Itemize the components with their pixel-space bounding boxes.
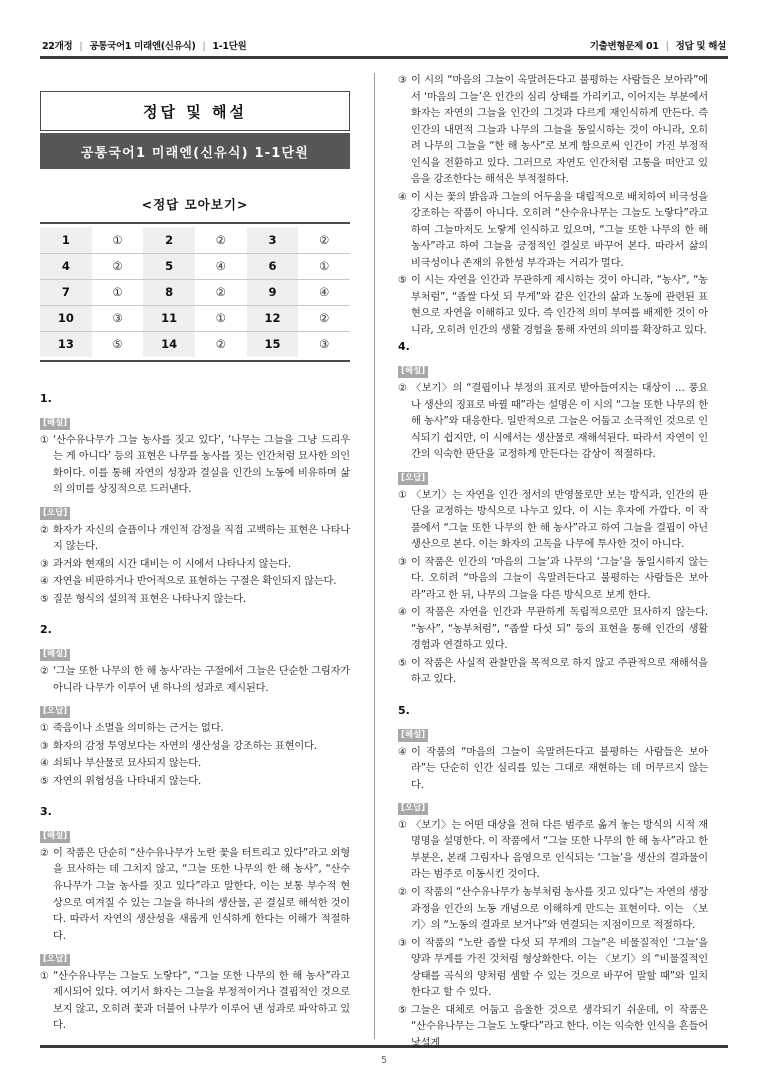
choice-text: 화자가 자신의 슬픔이나 개인적 감정을 직접 고백하는 표현은 나타나지 않는다. [53,524,350,553]
running-head-left-part-0: 22개정 [42,41,73,52]
choice-marker: ③ [398,75,407,86]
choice-line [40,756,350,773]
choice-marker: ④ [398,746,407,758]
choice-marker: ② [398,887,407,898]
choice-line [40,592,350,609]
explanation-item [398,704,708,1052]
answer-question-number: 12 [247,305,299,331]
answer-value: ④ [298,279,350,305]
answer-question-number: 7 [40,279,92,305]
choice-line [398,745,708,795]
column-divider [364,73,384,1039]
answer-value: ② [195,279,247,305]
running-head [40,38,728,56]
choice-marker: ② [40,524,49,536]
answer-value: ① [92,279,144,305]
explanation-badge: [해설] [40,831,70,843]
wrong-answer-badge: [오답] [398,472,428,484]
answer-value: ④ [195,253,247,279]
answer-question-number: 5 [143,253,195,279]
right-column-items [398,340,708,1052]
choice-marker: ② [398,383,407,395]
choice-marker: ④ [398,607,407,619]
choice-text: 화자의 감정 투영보다는 자연의 생산성을 강조하는 표현이다. [53,740,317,752]
item-number: 2. [40,623,52,637]
running-head-separator: | [79,41,83,52]
choice-text: 이 작품의 “노란 좁쌀 다섯 되 무게의 그늘”은 비물질적인 ‘그늘’을 양과 무게를 가진 것처럼 형상화한다. 이는 〈보기〉의 “비물질적인 상태를 곡식의 양처럼 셈할 수 있는 것으로 바꾸어 말할 때”와 일치한다고 할 수 있다. [411,937,708,999]
answer-value: ① [298,253,350,279]
item-number: 5. [398,703,410,717]
choice-marker: ④ [40,576,49,588]
answer-question-number: 15 [247,331,299,357]
choice-line [40,969,350,1035]
choice-text: “산수유나무는 그늘도 노랗다”, “그늘 또한 나무의 한 해 농사”라고 제시되어 있다. 여기서 화자는 그늘을 부정적이거나 결핍적인 것으로 보지 않고, 오히려 꽃과 더불어 나무가 이루어 낸 성과로 파악하고 있다. [53,970,350,1032]
explanation-badge: [해설] [40,418,70,430]
page-subtitle: 공통국어1 미래엔(신유식) 1-1단원 [40,133,350,169]
choice-marker: ③ [398,556,407,568]
wrong-answer-badge: [오답] [40,507,70,519]
choice-marker: ⑤ [398,657,407,669]
choice-line [398,1003,708,1053]
item-number: 1. [40,392,52,405]
choice-text: 자연을 비판하거나 반어적으로 표현하는 구절은 확인되지 않는다. [53,576,337,588]
answer-table-row [40,227,350,253]
choice-marker: ① [398,489,407,501]
answer-value: ③ [92,305,144,331]
title-block [40,91,350,169]
choice-text: 〈보기〉의 “결핍이나 부정의 표지로 받아들여지는 대상이 … 풍요나 생산의 징표로 바뀔 때”라는 설명은 이 시의 “그늘 또한 나무의 한 해 농사”와 대응한다. 일반적으로 그늘은 어둡고 소극적인 것으로 인식되기 쉽지만, 이 시에서는 생산물로 재해석된다. 따라서 자연이 인간의 익숙한 판단을 교정하게 만든다는 감상이 적절하다. [411,383,708,461]
answer-question-number: 11 [143,305,195,331]
choice-text: 이 시는 꽃의 밝음과 그늘의 어두움을 대립적으로 배치하여 비극성을 강조하는 작품이 아니다. 오히려 “산수유나무는 그늘도 노랗다”라고 하여 그늘마저도 노랗게 인식하고 있으며, “그늘 또한 나무의 한 해 농사”라고 하여 그늘을 긍정적인 결실로 바꾸어 본다. 따라서 삶의 비극성이나 존재의 유한성 부각과는 거리가 멀다. [411,191,708,269]
answer-table-row [40,279,350,305]
explanation-item [40,623,350,790]
page-title: 정답 및 해설 [40,91,350,131]
choice-line [398,605,708,655]
answer-value: ② [195,331,247,357]
choice-marker: ① [40,434,49,446]
wrong-answer-badge: [오답] [40,954,70,966]
running-head-right-part-1: 정답 및 해설 [675,41,726,52]
choice-text: 〈보기〉는 자연을 인간 정서의 반영물로만 보는 방식과, 인간의 판단을 교정하는 방식으로 나누고 있다. 이 시는 후자에 가깝다. 이 작품에서 “그늘 또한 나무의 한 해 농사”라고 하여 그늘을 결핍이 아닌 생산으로 본다. 이는 화자의 고독을 나무에 투사한 것이 아니다. [411,489,708,551]
choice-text: 과거와 현재의 시간 대비는 이 시에서 나타나지 않는다. [53,558,291,570]
choice-text: 이 시의 “마음의 그늘이 옥말려든다고 불평하는 사람들은 보아라”에서 ‘마음의 그늘’은 인간의 심리 상태를 가리키고, 이어지는 부분에서 화자는 자연의 그늘을 인간의 그것과 다르게 재인식하게 만든다. 즉 인간의 내면적 그늘과 나무의 그늘을 동일시하는 것이 아니라, 오히려 나무의 그늘을 “한 해 농사”로 보게 함으로써 인간이 가진 부정적 인식을 전환하고 있다. 그러므로 자연도 인간처럼 고통을 떠안고 있음을 강조한다는 해석은 부적절하다. [411,75,708,186]
choice-line [40,664,350,697]
choice-marker: ③ [40,740,49,752]
answer-value: ① [92,227,144,253]
choice-text: 자연의 위협성을 나타내지 않는다. [53,775,202,787]
answer-question-number: 14 [143,331,195,357]
answer-table-heading: <정답 모아보기> [141,197,249,212]
answer-table [40,227,350,357]
explanation-badge: [해설] [398,729,428,741]
left-column-items [40,392,350,1035]
wrong-answer-badge: [오답] [40,706,70,718]
item-number: 4. [398,340,410,354]
choice-text: 그늘은 대체로 어둡고 음울한 것으로 생각되기 쉬운데, 이 작품은 “산수유나무는 그늘도 노랗다”라고 한다. 이는 익숙한 인식을 흔들어 낯설게 [411,1004,708,1049]
choice-line [398,273,708,339]
answer-value: ⑤ [92,331,144,357]
answer-question-number: 1 [40,227,92,253]
running-head-rule [40,56,728,59]
choice-marker: ⑤ [40,593,49,605]
item-number: 3. [40,805,52,819]
choice-text: 이 작품은 자연을 인간과 무관하게 독립적으로만 묘사하지 않는다. “농사”, “농부처럼”, “좁쌀 다섯 되” 등의 표현을 통해 인간의 생활 경험과 연결하고 있다. [411,607,708,652]
choice-marker: ③ [398,937,407,949]
choice-line [40,846,350,945]
page-number: 5 [380,1055,388,1066]
right-column [384,73,708,1049]
right-column-continuation [398,73,708,339]
choice-text: 이 작품은 사실적 관찰만을 목적으로 하지 않고 주관적으로 재해석을 하고 있다. [411,657,708,686]
answer-table-body [40,227,350,357]
running-head-left-part-1: 공통국어1 미래엔(신유식) [89,41,196,52]
choice-text: 쇠퇴나 부산물로 묘사되지 않는다. [53,758,202,770]
answer-question-number: 6 [247,253,299,279]
answer-table-row [40,253,350,279]
left-column [40,73,364,1039]
choice-text: 이 작품은 단순히 “산수유나무가 노란 꽃을 터트리고 있다”라고 외형을 묘사하는 데 그치지 않고, “그늘 또한 나무의 한 해 농사”, “산수유나무가 그늘 농사를 짓고 있다”라고 말한다. 이는 보통 부수적 현상으로 여겨질 수 있는 그늘을 하나의 생산물, 곧 결실로 해석한 것이다. 따라서 자연의 생산성을 새롭게 인식하게 한다는 이해가 적절하다. [53,847,350,942]
running-head-separator: | [202,41,206,52]
answer-value: ② [298,227,350,253]
choice-text: 질문 형식의 설의적 표현은 나타나지 않는다. [53,593,246,605]
explanation-item [398,340,708,688]
choice-marker: ⑤ [398,275,407,287]
choice-line [398,885,708,935]
answer-question-number: 4 [40,253,92,279]
explanation-badge: [해설] [398,366,428,378]
explanation-item [40,392,350,608]
choice-marker: ⑤ [398,1004,407,1016]
choice-marker: ② [40,847,49,859]
choice-line [40,523,350,556]
choice-text: 이 작품의 “산수유나무가 농부처럼 농사를 짓고 있다”는 자연의 생장 과정을 인간의 노동 개념으로 이해하게 만드는 표현이다. 이는 〈보기〉의 “노동의 결과로 보거나”와 연결되는 지점이므로 적절하다. [411,887,708,932]
answer-question-number: 10 [40,305,92,331]
choice-line [40,739,350,756]
answer-question-number: 13 [40,331,92,357]
choice-line [40,433,350,499]
answer-value: ② [298,305,350,331]
choice-marker: ① [398,819,407,831]
choice-text: ‘그늘 또한 나무의 한 해 농사’라는 구절에서 그늘은 단순한 그림자가 아니라 나무가 이루어 낸 하나의 성과로 제시된다. [53,666,350,694]
choice-text: 이 작품의 “마음의 그늘이 옥말려든다고 불평하는 사람들은 보아라”는 단순히 인간 심리를 있는 그대로 재현하는 데 머무르지 않는다. [411,746,708,791]
answer-question-number: 9 [247,279,299,305]
running-head-left [42,38,246,52]
answer-table-wrap [40,222,350,362]
choice-marker: ⑤ [40,775,49,787]
choice-marker: ② [40,666,49,678]
answer-value: ② [92,253,144,279]
choice-marker: ① [40,723,49,735]
choice-line [40,774,350,791]
two-column-body [40,73,728,1049]
choice-line [40,574,350,591]
choice-marker: ④ [40,758,49,770]
answer-value: ② [195,227,247,253]
answer-value: ① [195,305,247,331]
choice-line [398,818,708,884]
explanation-item [40,805,350,1035]
choice-marker: ① [40,970,49,982]
choice-text: 이 시는 자연을 인간과 무관하게 제시하는 것이 아니라, “농사”, “농부처럼”, “좁쌀 다섯 되 무게”와 같은 인간의 삶과 노동에 관련된 표현으로 자연을 이해하고 있다. 즉 인간적 의미 부여를 배제한 것이 아니라, 오히려 인간의 생활 경험을 통해 자연의 의미를 확장하고 있다. [411,275,708,336]
choice-text: 죽음이나 소멸을 의미하는 근거는 없다. [53,723,224,735]
choice-marker: ④ [398,191,407,203]
choice-line [398,936,708,1002]
explanation-badge: [해설] [40,649,70,661]
running-head-left-part-2: 1-1단원 [212,41,247,52]
running-head-separator: | [665,41,669,52]
choice-text: 이 작품은 인간의 ‘마음의 그늘’과 나무의 ‘그늘’을 동일시하지 않는다. 오히려 “마음의 그늘이 옥말려든다고 불평하는 사람들은 보아라”라고 한 뒤, 나무의 그늘을 다른 방식으로 보게 한다. [411,556,708,601]
choice-line [398,555,708,605]
answer-table-row [40,331,350,357]
choice-line [398,488,708,554]
answer-question-number: 2 [143,227,195,253]
choice-line [398,190,708,273]
answer-question-number: 3 [247,227,299,253]
answer-question-number: 8 [143,279,195,305]
choice-line [40,557,350,574]
answer-value: ③ [298,331,350,357]
wrong-answer-badge: [오답] [398,803,428,815]
running-head-right [590,38,726,52]
choice-line [40,721,350,738]
choice-line [398,73,708,189]
choice-line [398,381,708,464]
choice-line [398,656,708,689]
choice-text: 〈보기〉는 어떤 대상을 전혀 다른 범주로 옮겨 놓는 방식의 시적 재명명을 설명한다. 이 작품에서 “그늘 또한 나무의 한 해 농사”라고 한 부분은, 본래 그림자나 음영으로 인식되는 ‘그늘’을 생산의 결과물이라는 범주로 이동시킨 것이다. [411,819,708,881]
running-head-right-part-0: 기출변형문제 01 [589,41,659,52]
answer-table-row [40,305,350,331]
choice-text: ‘산수유나무가 그늘 농사를 짓고 있다’, ‘나무는 그늘을 그냥 드리우는 게 아니다’ 등의 표현은 나무를 농사를 짓는 인간처럼 묘사한 의인화이다. 이를 통해 자연의 성장과 결실을 인간의 노동에 비유하며 삶의 의미를 상징적으로 드러낸다. [53,434,350,496]
choice-marker: ③ [40,558,49,570]
